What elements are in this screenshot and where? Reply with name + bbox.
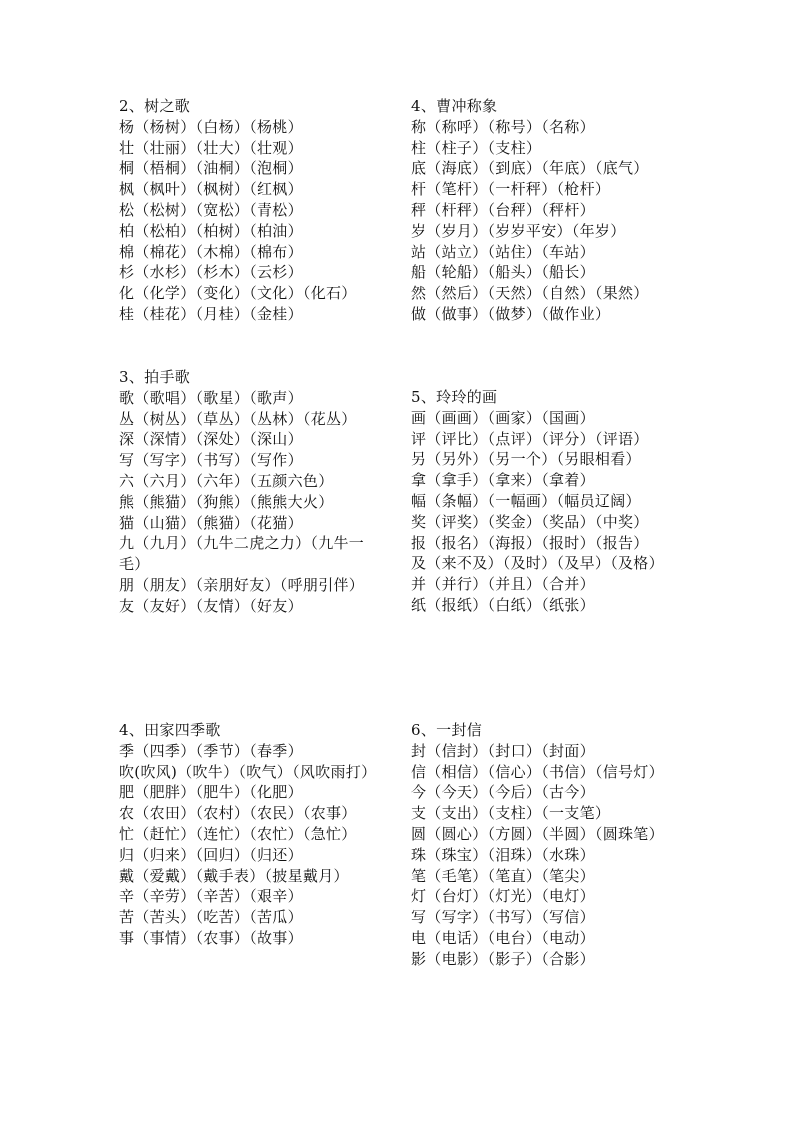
word-line: 另（另外）（另一个）（另眼相看）: [411, 450, 641, 469]
word-line: 写（写字）（书写）（写作）: [119, 451, 303, 470]
section-title: 3、拍手歌: [119, 368, 191, 386]
word-line: 做（做事）（做梦）（做作业）: [411, 304, 611, 323]
section-title: 6、一封信: [411, 721, 483, 739]
word-line: 桐（梧桐）（油桐）（泡桐）: [119, 159, 303, 178]
word-line: 秤（杆秤）（台秤）（秤杆）: [411, 200, 595, 219]
word-line: 及（来不及）（及时）（及早）（及格）: [411, 554, 664, 573]
section-title: 5、玲玲的画: [411, 388, 498, 406]
section-pai-shou-ge: [119, 367, 389, 617]
word-line: 枫（枫叶）（枫树）（红枫）: [119, 180, 303, 199]
word-line: 纸（报纸）（白纸）（纸张）: [411, 595, 595, 614]
section-shu-zhi-ge: [119, 96, 389, 325]
word-line: 松（松树）（宽松）（青松）: [119, 200, 303, 219]
section-ling-ling: [411, 387, 681, 616]
word-line: 忙（赶忙）（连忙）（农忙）（急忙）: [119, 824, 357, 843]
word-line: 圆（圆心）（方圆）（半圆）（圆珠笔）: [411, 824, 664, 843]
word-line: 写（写字）（书写）（写信）: [411, 908, 595, 927]
word-line: 站（站立）（站住）（车站）: [411, 242, 595, 261]
word-line: 信（相信）（信心）（书信）（信号灯）: [411, 762, 664, 781]
word-line: 今（今天）（今后）（古今）: [411, 783, 595, 802]
section-title: 4、田家四季歌: [119, 721, 221, 739]
section-title: 4、曹冲称象: [411, 97, 498, 115]
word-line: 杉（水杉）（杉木）（云杉）: [119, 263, 303, 282]
word-line: 奖（评奖）（奖金）（奖品）（中奖）: [411, 512, 649, 531]
word-line: 肥（肥胖）（肥牛）（化肥）: [119, 783, 303, 802]
word-line: 戴（爱戴）（戴手表）（披星戴月）: [119, 866, 349, 885]
word-line: 支（支出）（支柱）（一支笔）: [411, 804, 611, 823]
word-line: 桂（桂花）（月桂）（金桂）: [119, 304, 303, 323]
word-line: 吹(吹风)（吹牛）（吹气）（风吹雨打）: [119, 762, 377, 781]
section-tian-jia: [119, 720, 389, 949]
word-line: 归（归来）（回归）（归还）: [119, 845, 303, 864]
word-line: 季（四季）（季节）（春季）: [119, 741, 303, 760]
word-line: 壮（壮丽）（壮大）（壮观）: [119, 138, 303, 157]
word-line: 柏（松柏）（柏树）（柏油）: [119, 221, 303, 240]
word-line: 称（称呼）（称号）（名称）: [411, 117, 595, 136]
word-line: 灯（台灯）（灯光）（电灯）: [411, 887, 595, 906]
word-line: 报（报名）（海报）（报时）（报告）: [411, 533, 649, 552]
word-line: 评（评比）（点评）（评分）（评语）: [411, 429, 649, 448]
word-line: 杆（笔杆）（一杆秤）（枪杆）: [411, 180, 611, 199]
word-line: 笔（毛笔）（笔直）（笔尖）: [411, 866, 595, 885]
word-line: 底（海底）（到底）（年底）（底气）: [411, 159, 649, 178]
word-line: 化（化学）（变化）（文化）（化石）: [119, 284, 357, 303]
word-line: 丛（树丛）（草丛）（丛林）（花丛）: [119, 409, 357, 428]
word-line: 封（信封）（封口）（封面）: [411, 741, 595, 760]
word-line: 友（友好）（友情）（好友）: [119, 596, 303, 615]
word-line: 船（轮船）（船头）（船长）: [411, 263, 595, 282]
word-line: 辛（辛劳）（辛苦）（艰辛）: [119, 887, 303, 906]
word-line: 歌（歌唱）（歌星）（歌声）: [119, 388, 303, 407]
word-line: 猫（山猫）（熊猫）（花猫）: [119, 513, 303, 532]
word-line: 事（事情）（农事）（故事）: [119, 928, 303, 947]
word-line: 幅（条幅）（一幅画）（幅员辽阔）: [411, 491, 641, 510]
word-line: 电（电话）（电台）（电动）: [411, 928, 595, 947]
word-line: 拿（拿手）（拿来）（拿着）: [411, 471, 595, 490]
word-line: 棉（棉花）（木棉）（棉布）: [119, 242, 303, 261]
section-yi-feng-xin: [411, 720, 681, 970]
word-line: 苦（苦头）（吃苦）（苦瓜）: [119, 908, 303, 927]
word-line: 珠（珠宝）（泪珠）（水珠）: [411, 845, 595, 864]
word-line: 岁（岁月）（岁岁平安）（年岁）: [411, 221, 626, 240]
word-line: 影（电影）（影子）（合影）: [411, 949, 595, 968]
word-line: 并（并行）（并且）（合并）: [411, 575, 595, 594]
word-line: 农（农田）（农村）（农民）（农事）: [119, 804, 357, 823]
word-line-continued: 毛）: [119, 555, 150, 574]
section-cao-chong: [411, 96, 681, 325]
word-line: 朋（朋友）（亲朋好友）（呼朋引伴）: [119, 575, 365, 594]
word-line: 画（画画）（画家）（国画）: [411, 408, 595, 427]
word-line: 杨（杨树）（白杨）（杨桃）: [119, 117, 303, 136]
word-line: 然（然后）（天然）（自然）（果然）: [411, 284, 649, 303]
word-line: 九（九月）（九牛二虎之力）（九牛一: [119, 534, 365, 553]
word-line: 六（六月）（六年）（五颜六色）: [119, 471, 334, 490]
word-line: 深（深情）（深处）（深山）: [119, 430, 303, 449]
word-line: 熊（熊猫）（狗熊）（熊熊大火）: [119, 492, 334, 511]
section-title: 2、树之歌: [119, 97, 191, 115]
word-line: 柱（柱子）（支柱）: [411, 138, 542, 157]
